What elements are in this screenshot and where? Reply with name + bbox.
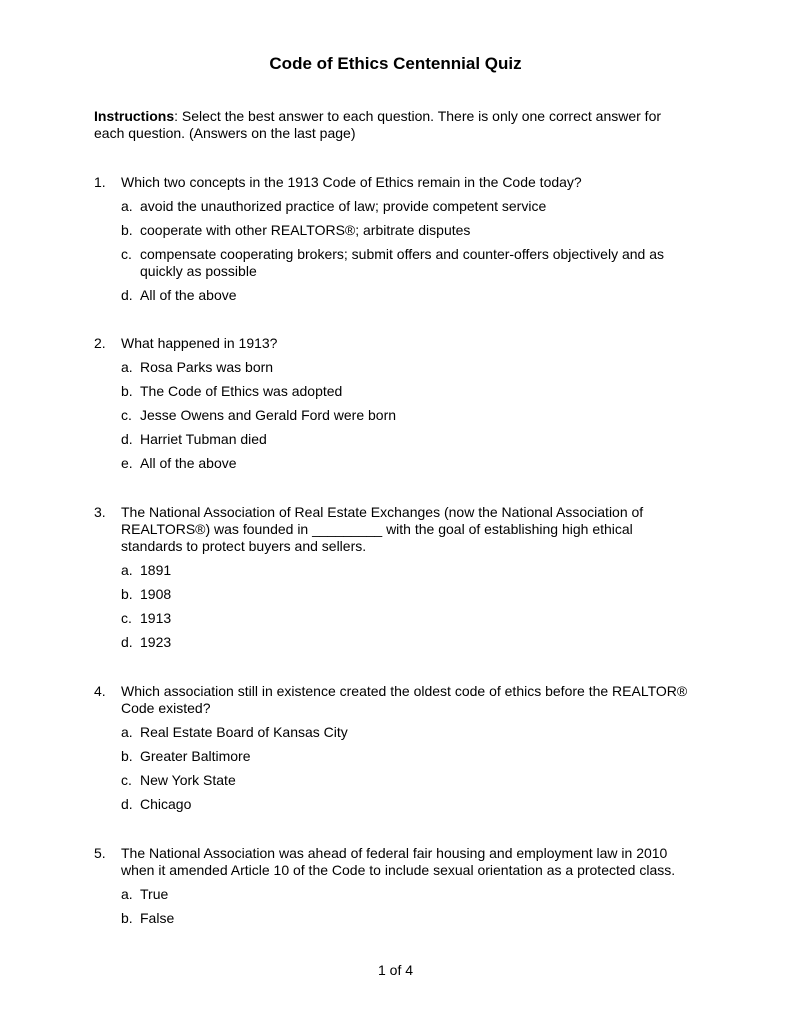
option-text: 1891	[140, 562, 172, 578]
option-text: Rosa Parks was born	[140, 359, 274, 375]
option-text: True	[140, 886, 169, 902]
answer-option	[121, 562, 694, 579]
question-4	[94, 683, 694, 820]
option-letter: b.	[121, 586, 133, 602]
option-letter: d.	[121, 634, 133, 650]
answer-option	[121, 586, 694, 603]
answer-option	[121, 724, 694, 741]
option-text: compensate cooperating brokers; submit offers and counter-offers objectively and as quickly as possible	[140, 246, 664, 279]
option-text: 1913	[140, 610, 172, 626]
option-letter: e.	[121, 455, 133, 471]
answer-options	[94, 886, 694, 927]
option-letter: b.	[121, 748, 133, 764]
answer-options	[94, 724, 694, 813]
question-number: 1.	[94, 174, 106, 190]
question-text: Which two concepts in the 1913 Code of Ethics remain in the Code today?	[121, 174, 582, 190]
answer-option	[121, 772, 694, 789]
option-letter: d.	[121, 287, 133, 303]
page-number: 1 of 4	[377, 962, 414, 978]
option-text: Harriet Tubman died	[140, 431, 267, 447]
option-letter: c.	[121, 772, 132, 788]
question-2	[94, 335, 694, 479]
answer-option	[121, 383, 694, 400]
answer-option	[121, 886, 694, 903]
instructions	[94, 108, 694, 142]
instructions-text: : Select the best answer to each question. There is only one correct answer for each question. (Answers on the last page)	[94, 108, 662, 141]
option-text: 1923	[140, 634, 172, 650]
question-1	[94, 174, 694, 311]
question-5	[94, 845, 694, 934]
answer-options	[94, 198, 694, 304]
option-text: cooperate with other REALTORS®; arbitrate disputes	[140, 222, 471, 238]
option-text: False	[140, 910, 175, 926]
answer-option	[121, 910, 694, 927]
question-3	[94, 504, 694, 658]
answer-option	[121, 634, 694, 651]
answer-option	[121, 455, 694, 472]
option-letter: b.	[121, 383, 133, 399]
answer-option	[121, 796, 694, 813]
option-letter: a.	[121, 562, 133, 578]
answer-option	[121, 287, 694, 304]
option-letter: d.	[121, 431, 133, 447]
answer-option	[121, 222, 694, 239]
answer-option	[121, 359, 694, 376]
option-text: avoid the unauthorized practice of law; provide competent service	[140, 198, 547, 214]
option-letter: a.	[121, 359, 133, 375]
page-title: Code of Ethics Centennial Quiz	[269, 54, 522, 73]
answer-option	[121, 407, 694, 424]
question-number: 3.	[94, 504, 106, 520]
option-text: Jesse Owens and Gerald Ford were born	[140, 407, 397, 423]
option-text: The Code of Ethics was adopted	[140, 383, 343, 399]
answer-option	[121, 431, 694, 448]
option-text: Real Estate Board of Kansas City	[140, 724, 348, 740]
option-text: New York State	[140, 772, 236, 788]
question-number: 2.	[94, 335, 106, 351]
option-text: All of the above	[140, 455, 237, 471]
option-letter: a.	[121, 886, 133, 902]
question-text: The National Association of Real Estate Exchanges (now the National Association of REALTORS®) was founded in _________ with the goal of establishing high ethical standards to protect buyers and sellers.	[121, 504, 644, 554]
answer-option	[121, 610, 694, 627]
option-text: Greater Baltimore	[140, 748, 251, 764]
question-text: What happened in 1913?	[121, 335, 278, 351]
instructions-label: Instructions	[94, 108, 175, 124]
option-letter: a.	[121, 724, 133, 740]
option-text: 1908	[140, 586, 172, 602]
option-letter: d.	[121, 796, 133, 812]
answer-option	[121, 748, 694, 765]
question-text: The National Association was ahead of federal fair housing and employment law in 2010 when it amended Article 10 of the Code to include sexual orientation as a protected class.	[121, 845, 676, 878]
question-number: 5.	[94, 845, 106, 861]
option-letter: c.	[121, 407, 132, 423]
option-text: Chicago	[140, 796, 192, 812]
question-text: Which association still in existence created the oldest code of ethics before the REALTOR® Code existed?	[121, 683, 688, 716]
answer-option	[121, 198, 694, 215]
option-letter: c.	[121, 610, 132, 626]
option-text: All of the above	[140, 287, 237, 303]
answer-option	[121, 246, 694, 280]
answer-options	[94, 562, 694, 651]
option-letter: b.	[121, 222, 133, 238]
question-number: 4.	[94, 683, 106, 699]
answer-options	[94, 359, 694, 472]
option-letter: a.	[121, 198, 133, 214]
option-letter: c.	[121, 246, 132, 262]
option-letter: b.	[121, 910, 133, 926]
